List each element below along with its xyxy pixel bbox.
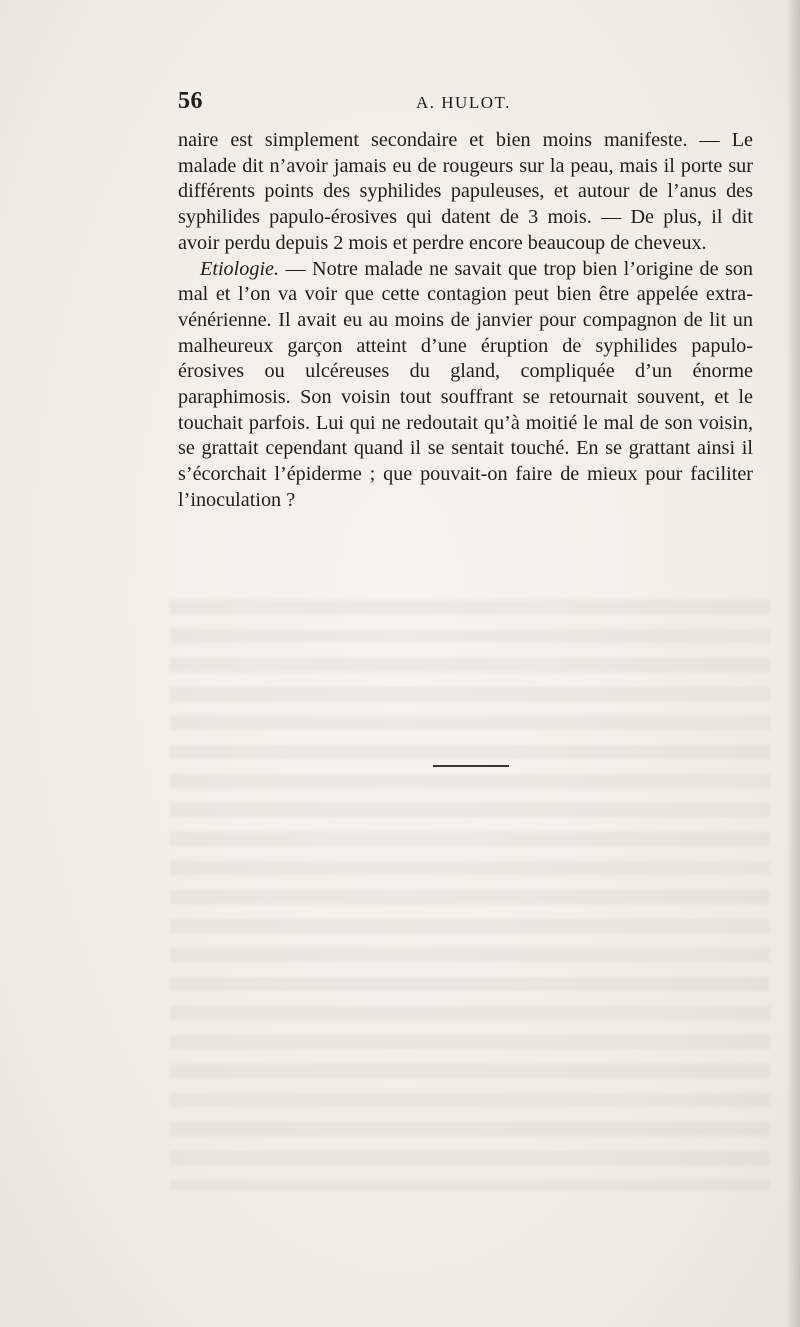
paragraph-etiologie (178, 257, 753, 514)
paragraph-etiologie-text: — Notre malade ne savait que trop bien l’origine de son mal et l’on va voir que cette contagion peut bien être appelée extra-vénérienne. Il avait eu au moins de janvier pour compagnon de lit un malheureux garçon atteint d’une éruption de syphilides papulo-érosives ou ulcéreuses du gland, compliquée d’un énorme paraphimosis. Son voisin tout souffrant se retournait souvent, et le touchait parfois. Lui qui ne redoutait qu’à moitié le mal de son voisin, se grattait cependant quand il se sentait touché. En se grattant ainsi il s’écorchait l’épiderme ; que pouvait-on faire de mieux pour faciliter l’inoculation ? (178, 257, 753, 511)
body-text (178, 128, 753, 514)
show-through-text (170, 600, 770, 1190)
page-header (178, 88, 753, 118)
running-head: A. HULOT. (416, 93, 511, 112)
paragraph-continuation: naire est simplement secondaire et bien moins manifeste. — Le malade dit n’avoir jamais eu de rougeurs sur la peau, mais il porte sur différents points des syphilides papuleuses, et autour de l’anus des syphilides papulo-érosives qui datent de 3 mois. — De plus, il dit avoir perdu depuis 2 mois et perdre encore beaucoup de cheveux. (178, 129, 753, 254)
section-heading-etiologie: Etiologie. (200, 257, 280, 280)
page-edge-shadow (786, 0, 800, 1327)
page-number: 56 (178, 88, 203, 114)
section-rule (433, 765, 509, 767)
